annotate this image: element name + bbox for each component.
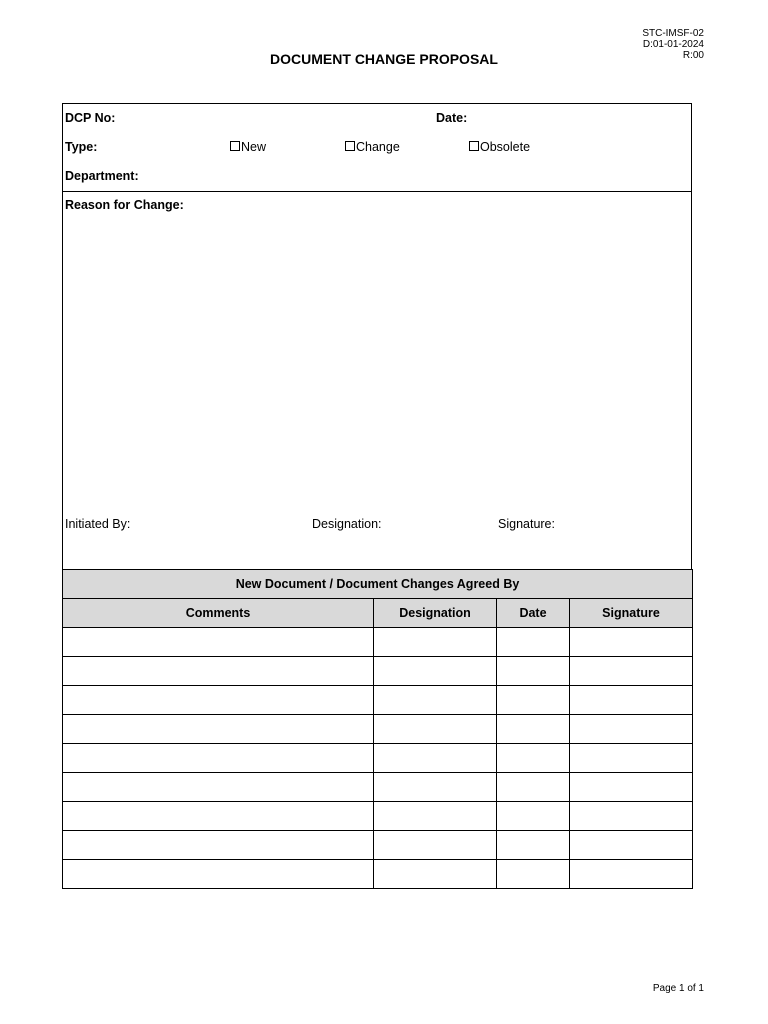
type-change-checkbox[interactable] [345,140,400,154]
comments-cell[interactable] [63,860,374,889]
date-cell[interactable] [497,744,570,773]
table-row [63,686,693,715]
initiated-by-label: Initiated By: [65,517,131,531]
signature-cell[interactable] [570,686,693,715]
agreement-table [62,569,693,889]
proposal-info-box [62,103,692,192]
type-new-checkbox[interactable] [230,140,266,154]
signature-cell[interactable] [570,744,693,773]
designation-cell[interactable] [374,686,497,715]
table-row [63,860,693,889]
date-cell[interactable] [497,773,570,802]
designation-cell[interactable] [374,715,497,744]
department-label: Department: [65,169,139,183]
table-row [63,802,693,831]
comments-cell[interactable] [63,686,374,715]
type-label: Type: [65,140,98,154]
reason-for-change-label: Reason for Change: [65,198,184,212]
designation-cell[interactable] [374,657,497,686]
document-title: DOCUMENT CHANGE PROPOSAL [270,51,498,67]
table-row [63,628,693,657]
comments-cell[interactable] [63,802,374,831]
designation-cell[interactable] [374,744,497,773]
type-obsolete-checkbox[interactable] [469,140,530,154]
signature-cell[interactable] [570,831,693,860]
date-label: Date: [436,111,468,125]
checkbox-icon [469,141,479,151]
column-header-date: Date [497,599,570,628]
table-header-row [63,599,693,628]
table-title: New Document / Document Changes Agreed By [63,570,693,599]
form-revision-code: R:00 [682,50,704,61]
table-row [63,744,693,773]
date-cell[interactable] [497,860,570,889]
table-title-row [63,570,693,599]
form-code: STC-IMSF-02 [642,28,704,39]
signature-label: Signature: [498,517,555,531]
checkbox-icon [345,141,355,151]
signature-cell[interactable] [570,657,693,686]
comments-cell[interactable] [63,773,374,802]
dcp-no-label: DCP No: [65,111,116,125]
designation-label: Designation: [312,517,382,531]
reason-for-change-box[interactable] [62,191,692,570]
signature-cell[interactable] [570,773,693,802]
signature-cell[interactable] [570,628,693,657]
type-change-label: Change [356,140,400,154]
designation-cell[interactable] [374,628,497,657]
page-number: Page 1 of 1 [652,983,704,994]
agreement-rows [63,628,693,889]
designation-cell[interactable] [374,831,497,860]
date-cell[interactable] [497,628,570,657]
comments-cell[interactable] [63,831,374,860]
comments-cell[interactable] [63,715,374,744]
comments-cell[interactable] [63,744,374,773]
signature-cell[interactable] [570,860,693,889]
table-row [63,715,693,744]
signature-cell[interactable] [570,715,693,744]
column-header-comments: Comments [63,599,374,628]
designation-cell[interactable] [374,860,497,889]
comments-cell[interactable] [63,657,374,686]
type-new-label: New [241,140,267,154]
date-cell[interactable] [497,802,570,831]
date-cell[interactable] [497,831,570,860]
column-header-designation: Designation [374,599,497,628]
date-cell[interactable] [497,686,570,715]
form-date-code: D:01-01-2024 [642,39,704,50]
comments-cell[interactable] [63,628,374,657]
date-cell[interactable] [497,715,570,744]
table-row [63,831,693,860]
checkbox-icon [230,141,240,151]
signature-cell[interactable] [570,802,693,831]
designation-cell[interactable] [374,773,497,802]
table-row [63,657,693,686]
column-header-signature: Signature [570,599,693,628]
designation-cell[interactable] [374,802,497,831]
table-row [63,773,693,802]
date-cell[interactable] [497,657,570,686]
type-obsolete-label: Obsolete [480,140,531,154]
